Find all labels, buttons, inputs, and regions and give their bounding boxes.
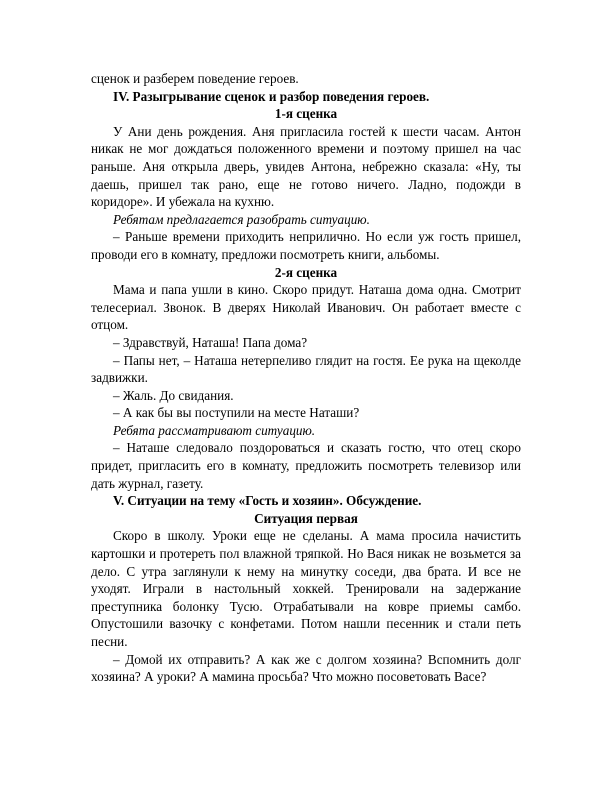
paragraph: – А как бы вы поступили на месте Наташи? [113, 405, 360, 421]
paragraph: – Папы нет, – Наташа нетерпеливо глядит на гостя. Ее рука на щеколде задвижки. [91, 352, 521, 386]
paragraph: Скоро в школу. Уроки еще не сделаны. А мама просила начистить картошки и протереть пол влажной тряпкой. Но Вася никак не возьмется за дело. С утра заглянули к нему на минутку соседи, два брата. И все не уходят. Играли в настольный хоккей. Тренировали на задержание преступника болонку Тусю. Отрабатывали на ковре приемы самбо. Опустошили вазочку с конфетами. Потом нашли песенник и стали петь песни. [91, 528, 521, 649]
scene-heading: 1-я сценка [274, 106, 338, 122]
scene-heading: 2-я сценка [274, 264, 338, 280]
paragraph: – Жаль. До свидания. [113, 387, 234, 403]
paragraph: Мама и папа ушли в кино. Скоро придут. Наташа дома одна. Смотрит телесериал. Звонок. В дверях Николай Иванович. Он работает вместе с отцом. [91, 282, 521, 333]
paragraph: У Ани день рождения. Аня пригласила гостей к шести часам. Антон никак не мог дождаться положенного времени и поэтому пришел на час раньше. Аня открыла дверь, увидев Антона, небрежно сказала: «Ну, ты даешь, пришел так рано, еще не готово ничего. Ладно, подожди в коридоре». И убежала на кухню. [91, 123, 521, 210]
paragraph: Ребятам предлагается разобрать ситуацию. [113, 211, 370, 227]
paragraph: Ребята рассматривают ситуацию. [113, 422, 316, 438]
section-heading: IV. Разыгрывание сценок и разбор поведения героев. [113, 88, 430, 104]
paragraph: – Раньше времени приходить неприлично. Но если уж гость пришел, проводи его в комнату, предложи посмотреть книги, альбомы. [91, 229, 521, 262]
paragraph: сценок и разберем поведение героев. [91, 71, 299, 86]
paragraph: – Наташе следовало поздороваться и сказать гостю, что отец скоро придет, пригласить его в комнату, предложить посмотреть телевизор или дать журнал, газету. [91, 440, 521, 491]
paragraph: – Здравствуй, Наташа! Папа дома? [113, 334, 308, 350]
section-heading: V. Ситуации на тему «Гость и хозяин». Обсуждение. [113, 493, 422, 509]
scene-heading: Ситуация первая [254, 510, 358, 526]
paragraph: – Домой их отправить? А как же с долгом хозяина? Вспомнить долг хозяина? А уроки? А мамина просьба? Что можно посоветовать Васе? [91, 651, 521, 685]
